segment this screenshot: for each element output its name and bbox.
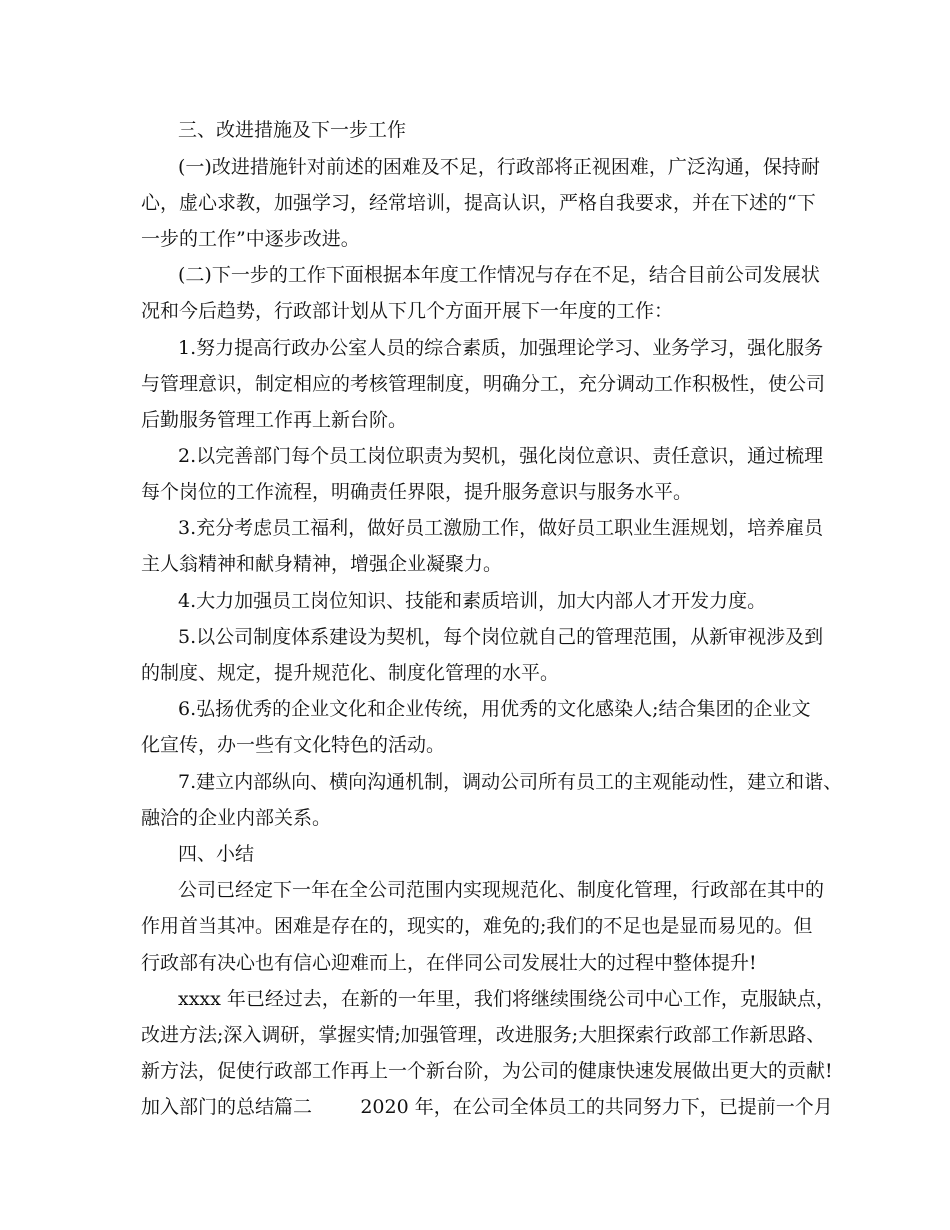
text-line: 融洽的企业内部关系。: [141, 807, 332, 829]
text-line: xxxx 年已经过去，在新的一年里，我们将继续围绕公司中心工作，克服缺点，: [178, 988, 835, 1010]
text-line: 作用首当其冲。困难是存在的，现实的，难免的;我们的不足也是显而易见的。但: [141, 915, 813, 937]
text-line: 改进方法;深入调研，掌握实情;加强管理，改进服务;大胆探索行政部工作新思路、: [141, 1024, 826, 1046]
text-line: 一步的工作”中逐步改进。: [141, 228, 360, 250]
text-line: 与管理意识，制定相应的考核管理制度，明确分工，充分调动工作积极性，使公司: [141, 373, 826, 395]
text-line: 心，虚心求教，加强学习，经常培训，提高认识，严格自我要求，并在下述的“下: [141, 192, 816, 214]
list-item-1: 1.努力提高行政办公室人员的综合素质，加强理论学习、业务学习，强化服务: [178, 337, 824, 359]
text-line: 主人翁精神和献身精神，增强企业凝聚力。: [141, 553, 503, 575]
list-item-4: 4.大力加强员工岗位知识、技能和素质培训，加大内部人才开发力度。: [178, 590, 767, 612]
text-line: 新方法，促使行政部工作再上一个新台阶，为公司的健康快速发展做出更大的贡献!: [141, 1060, 833, 1082]
text-line: 化宣传，办一些有文化特色的活动。: [141, 734, 446, 756]
section-heading-summary: 四、小结: [178, 843, 255, 865]
list-item-5: 5.以公司制度体系建设为契机，每个岗位就自己的管理范围，从新审视涉及到: [178, 626, 824, 648]
text-line: (一)改进措施针对前述的困难及不足，行政部将正视困难，广泛沟通，保持耐: [178, 156, 820, 178]
text-line: 行政部有决心也有信心迎难而上，在伴同公司发展壮大的过程中整体提升!: [141, 952, 757, 974]
list-item-6: 6.弘扬优秀的企业文化和企业传统，用优秀的文化感染人;结合集团的企业文: [178, 698, 811, 720]
text-line: 的制度、规定，提升规范化、制度化管理的水平。: [141, 662, 560, 684]
text-line: 况和今后趋势，行政部计划从下几个方面开展下一年度的工作：: [141, 300, 674, 322]
section-heading-improvement: 三、改进措施及下一步工作: [178, 119, 407, 141]
text-line: (二)下一步的工作下面根据本年度工作情况与存在不足，结合目前公司发展状: [178, 264, 820, 286]
list-item-3: 3.充分考虑员工福利，做好员工激励工作，做好员工职业生涯规划，培养雇员: [178, 517, 824, 539]
list-item-2: 2.以完善部门每个员工岗位职责为契机，强化岗位意识、责任意识，通过梳理: [178, 445, 824, 467]
text-line: 每个岗位的工作流程，明确责任界限，提升服务意识与服务水平。: [141, 481, 693, 503]
text-line: 加入部门的总结篇二 2020 年，在公司全体员工的共同努力下，已提前一个月: [141, 1096, 833, 1118]
list-item-7: 7.建立内部纵向、横向沟通机制，调动公司所有员工的主观能动性，建立和谐、: [178, 771, 843, 793]
text-line: 后勤服务管理工作再上新台阶。: [141, 409, 408, 431]
text-line: 公司已经定下一年在全公司范围内实现规范化、制度化管理，行政部在其中的: [178, 879, 825, 901]
